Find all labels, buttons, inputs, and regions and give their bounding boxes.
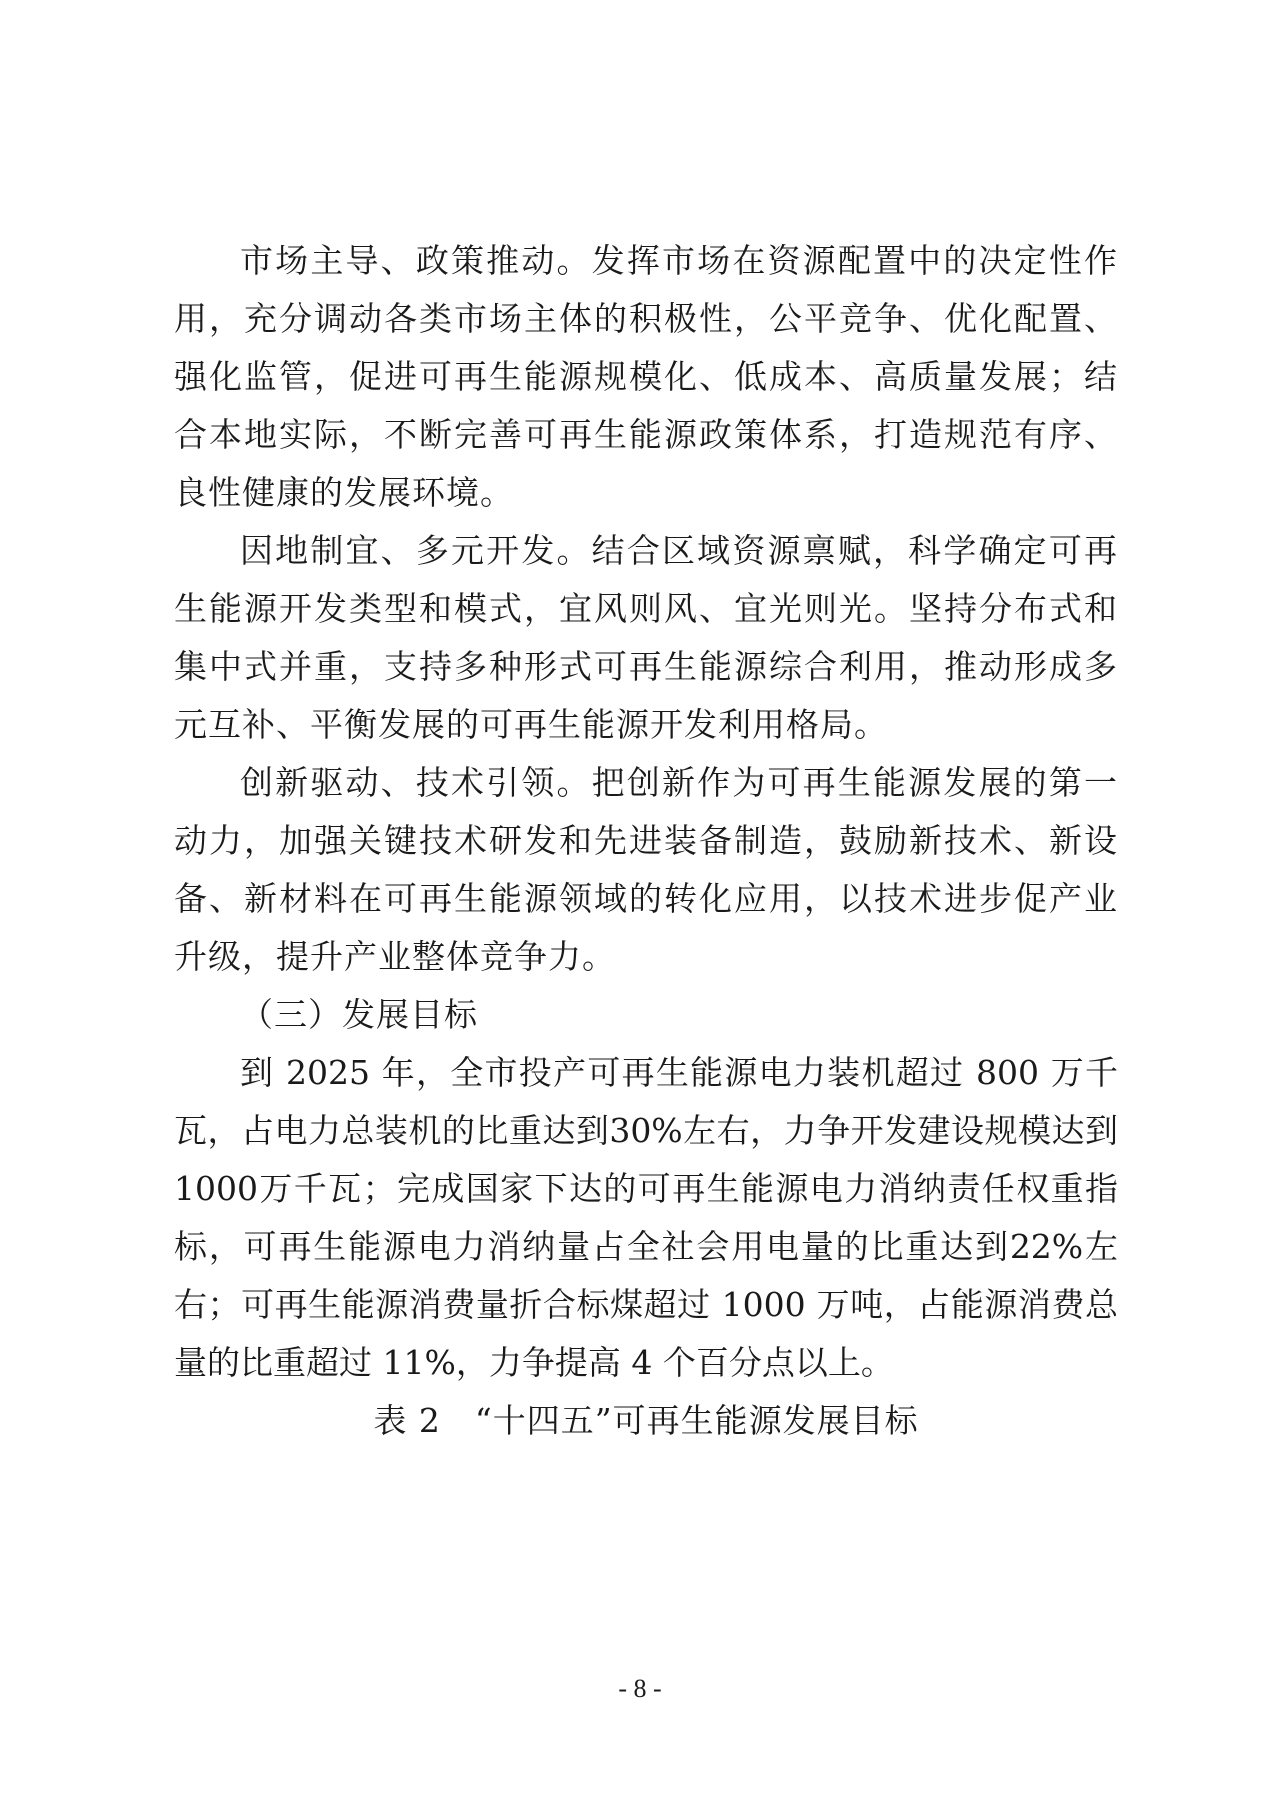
table-caption: 表 2 “十四五”可再生能源发展目标: [373, 1401, 919, 1440]
paragraph-targets: 到 2025 年，全市投产可再生能源电力装机超过 800 万千瓦，占电力总装机的比重达到30%左右，力争开发建设规模达到1000万千瓦；完成国家下达的可再生能源电力消纳责任权重指标，可再生能源电力消纳量占全社会用电量的比重达到22%左右；可再生能源消费量折合标煤超过 1000 万吨，占能源消费总量的比重超过 11%，力争提高 4 个百分点以上。: [174, 1053, 1118, 1382]
paragraph-innovation: 创新驱动、技术引领。把创新作为可再生能源发展的第一动力，加强关键技术研发和先进装备制造，鼓励新技术、新设备、新材料在可再生能源领域的转化应用，以技术进步促产业升级，提升产业整体竞争力。: [174, 763, 1118, 976]
paragraph-market-led: 市场主导、政策推动。发挥市场在资源配置中的决定性作用，充分调动各类市场主体的积极性，公平竞争、优化配置、强化监管，促进可再生能源规模化、低成本、高质量发展；结合本地实际，不断完善可再生能源政策体系，打造规范有序、良性健康的发展环境。: [174, 241, 1118, 512]
paragraph-local-conditions: 因地制宜、多元开发。结合区域资源禀赋，科学确定可再生能源开发类型和模式，宜风则风、宜光则光。坚持分布式和集中式并重，支持多种形式可再生能源综合利用，推动形成多元互补、平衡发展的可再生能源开发利用格局。: [174, 531, 1118, 744]
body-text: [174, 232, 1118, 1450]
section-heading: （三）发展目标: [240, 995, 478, 1034]
page-number: - 8 -: [618, 1674, 662, 1703]
